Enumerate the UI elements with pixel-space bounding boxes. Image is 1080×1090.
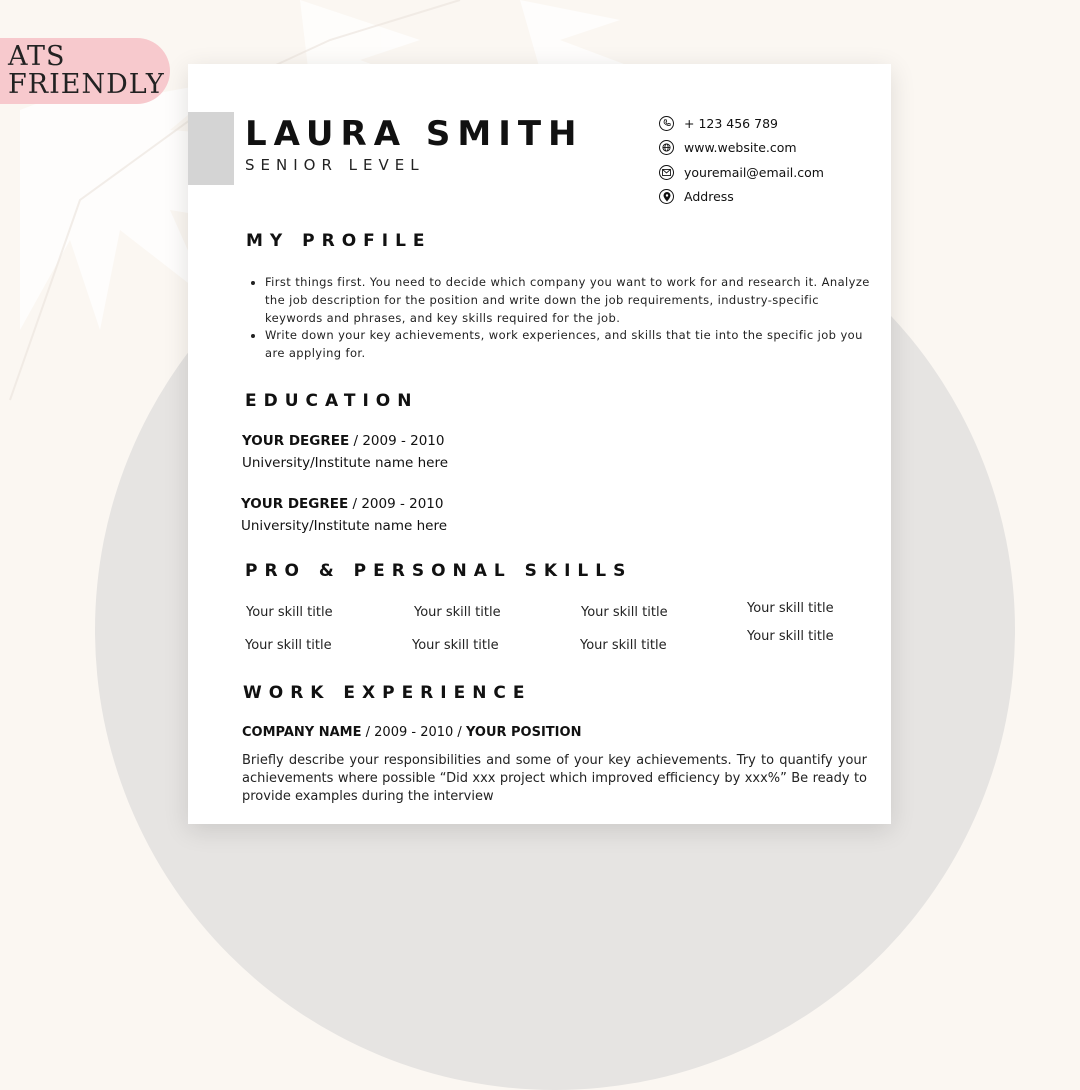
job-position: YOUR POSITION [465,725,582,740]
contact-address [659,185,824,210]
skill-item: Your skill title [747,629,834,644]
skill-item: Your skill title [245,638,332,653]
degree-years: / 2009 - 2010 [349,433,445,449]
badge-line-1: ATS [8,41,66,72]
phone-icon [659,116,674,131]
ats-friendly-badge [0,38,170,104]
contact-website-text: www.website.com [684,140,797,156]
contact-list [659,111,824,209]
contact-address-text: Address [684,189,734,205]
job-years: / 2009 - 2010 / [361,725,466,740]
skill-item: Your skill title [412,638,499,653]
profile-bullet: • Write down your key achievements, work experiences, and skills that tie into the specific job you are applying for. [265,327,875,363]
accent-block [188,112,234,185]
skill-item: Your skill title [246,605,333,620]
candidate-name: LAURA SMITH [245,114,584,154]
school-name: University/Institute name here [242,455,449,471]
section-title-skills: PRO & PERSONAL SKILLS [245,561,633,581]
skill-item: Your skill title [414,605,501,620]
job-description: Briefly describe your responsibilities and some of your key achievements. Try to quantify your achievements where possible “Did xxx project which improved efficiency by xxx%” Be ready to provide examples during the interview [242,753,867,804]
profile-bullets [246,274,875,363]
job-heading [242,725,581,740]
school-name: University/Institute name here [241,518,448,534]
skill-item: Your skill title [580,638,667,653]
contact-email-text: youremail@email.com [684,164,824,180]
degree-years: / 2009 - 2010 [348,496,444,512]
education-entry [242,430,448,474]
education-entry [241,493,447,537]
contact-phone [659,111,824,136]
skill-item: Your skill title [747,601,834,616]
resume-page [188,64,891,824]
degree-title: YOUR DEGREE [242,433,350,449]
contact-email [659,160,824,185]
section-title-education: EDUCATION [245,391,419,411]
badge-line-2: FRIENDLY [8,69,165,100]
skill-item: Your skill title [581,605,668,620]
location-pin-icon [659,189,674,204]
contact-phone-text: + 123 456 789 [684,115,778,131]
section-title-work: WORK EXPERIENCE [243,683,532,703]
profile-bullet: • First things first. You need to decide which company you want to work for and research it. Analyze the job description for the position and write down the job requirements, industry-specific keywords and phrases, and key skills required for the job. [265,274,875,327]
section-title-profile: MY PROFILE [246,231,432,251]
candidate-level: SENIOR LEVEL [245,156,425,174]
degree-title: YOUR DEGREE [241,496,349,512]
company-name: COMPANY NAME [242,725,362,740]
globe-icon [659,140,674,155]
email-icon [659,165,674,180]
contact-website [659,136,824,161]
